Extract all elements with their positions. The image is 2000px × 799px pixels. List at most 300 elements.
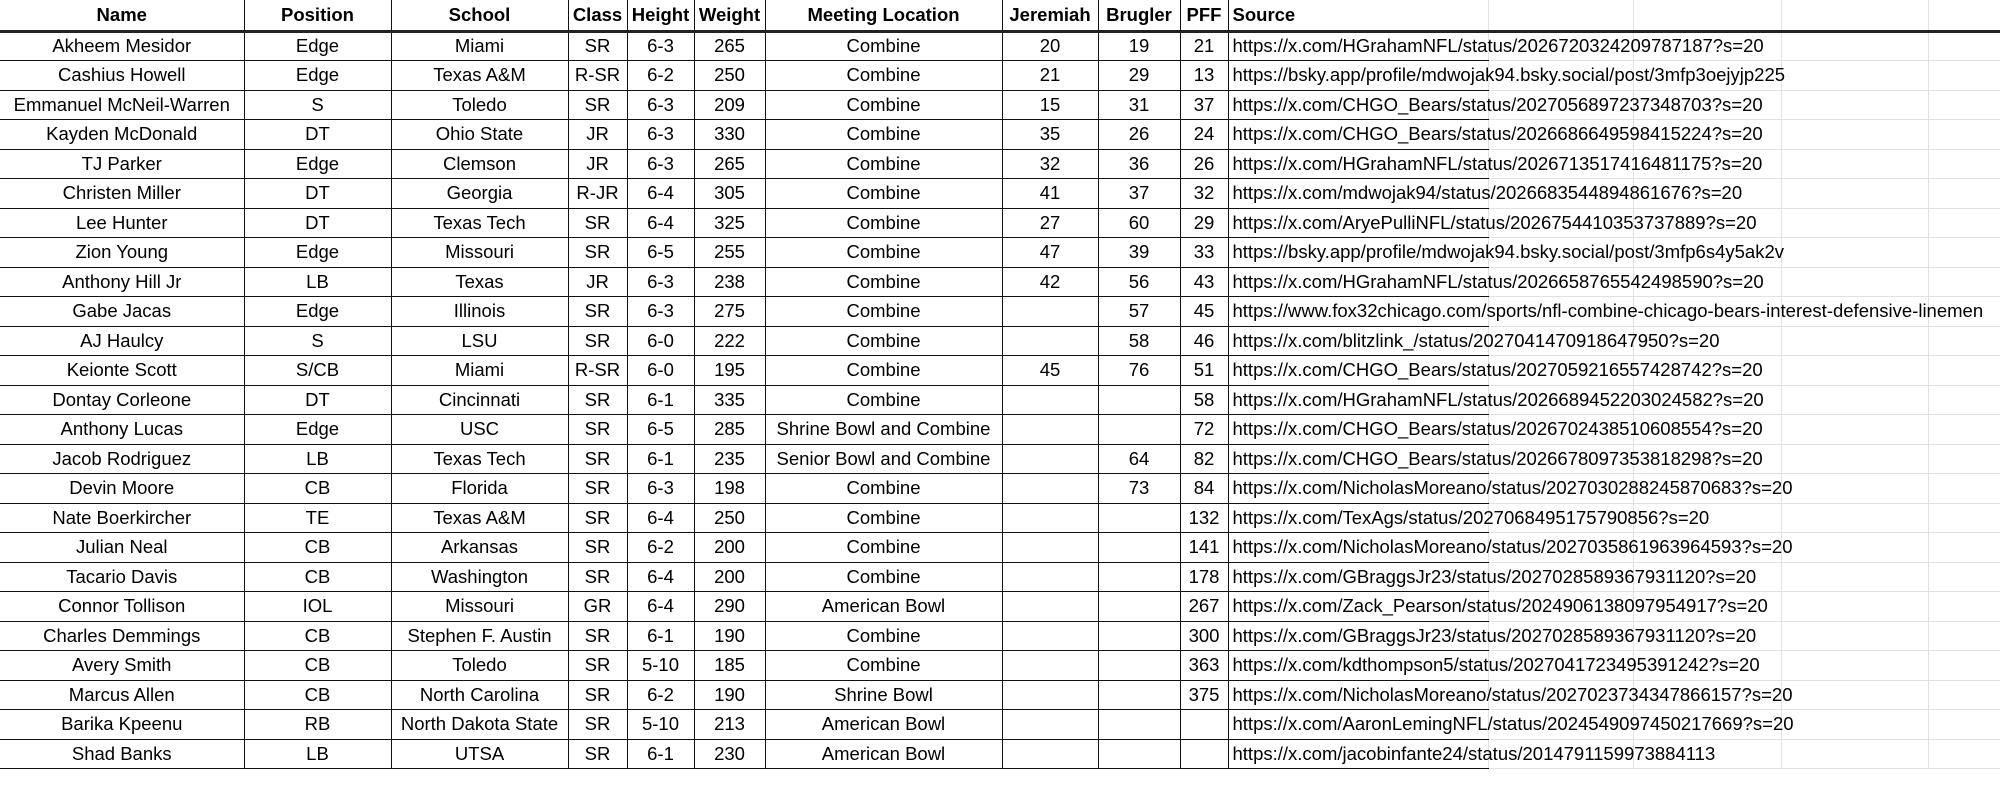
height-cell[interactable]: 6-3 [627, 149, 694, 179]
header-school[interactable]: School [391, 0, 568, 31]
name-cell[interactable]: Anthony Lucas [0, 415, 244, 445]
brugler-rank-cell[interactable]: 26 [1098, 120, 1180, 150]
height-cell[interactable]: 5-10 [627, 710, 694, 740]
position-cell[interactable]: Edge [244, 61, 391, 91]
name-cell[interactable]: TJ Parker [0, 149, 244, 179]
height-cell[interactable]: 6-3 [627, 90, 694, 120]
brugler-rank-cell[interactable]: 56 [1098, 267, 1180, 297]
name-cell[interactable]: Dontay Corleone [0, 385, 244, 415]
empty-cell[interactable] [1928, 503, 2000, 533]
name-cell[interactable]: Zion Young [0, 238, 244, 268]
meeting-location-cell[interactable]: Combine [765, 356, 1002, 386]
class-cell[interactable]: JR [568, 149, 627, 179]
weight-cell[interactable]: 250 [694, 503, 765, 533]
position-cell[interactable]: CB [244, 680, 391, 710]
empty-cell[interactable] [1928, 179, 2000, 209]
weight-cell[interactable]: 265 [694, 149, 765, 179]
brugler-rank-cell[interactable]: 29 [1098, 61, 1180, 91]
empty-cell[interactable] [1781, 120, 1928, 150]
meeting-location-cell[interactable]: Shrine Bowl and Combine [765, 415, 1002, 445]
name-cell[interactable]: Avery Smith [0, 651, 244, 681]
class-cell[interactable]: JR [568, 267, 627, 297]
pff-rank-cell[interactable]: 24 [1180, 120, 1228, 150]
class-cell[interactable]: SR [568, 326, 627, 356]
empty-cell[interactable] [1781, 385, 1928, 415]
weight-cell[interactable]: 238 [694, 267, 765, 297]
height-cell[interactable]: 6-4 [627, 562, 694, 592]
pff-rank-cell[interactable]: 58 [1180, 385, 1228, 415]
height-cell[interactable]: 6-3 [627, 474, 694, 504]
brugler-rank-cell[interactable] [1098, 562, 1180, 592]
empty-cell[interactable] [1928, 533, 2000, 563]
class-cell[interactable]: SR [568, 533, 627, 563]
empty-cell[interactable] [1928, 267, 2000, 297]
class-cell[interactable]: SR [568, 238, 627, 268]
name-cell[interactable]: Gabe Jacas [0, 297, 244, 327]
pff-rank-cell[interactable]: 43 [1180, 267, 1228, 297]
source-cell[interactable]: https://x.com/HGrahamNFL/status/2026689452203024582?s=20 [1228, 385, 1488, 415]
weight-cell[interactable]: 285 [694, 415, 765, 445]
position-cell[interactable]: CB [244, 474, 391, 504]
empty-cell[interactable] [1781, 415, 1928, 445]
height-cell[interactable]: 6-4 [627, 592, 694, 622]
weight-cell[interactable]: 200 [694, 533, 765, 563]
empty-cell[interactable] [1781, 621, 1928, 651]
source-cell[interactable]: https://x.com/HGrahamNFL/status/2026658765542498590?s=20 [1228, 267, 1488, 297]
name-cell[interactable]: Kayden McDonald [0, 120, 244, 150]
weight-cell[interactable]: 305 [694, 179, 765, 209]
pff-rank-cell[interactable]: 33 [1180, 238, 1228, 268]
class-cell[interactable]: SR [568, 710, 627, 740]
header-height[interactable]: Height [627, 0, 694, 31]
school-cell[interactable]: Toledo [391, 90, 568, 120]
meeting-location-cell[interactable]: Combine [765, 621, 1002, 651]
name-cell[interactable]: Charles Demmings [0, 621, 244, 651]
height-cell[interactable]: 6-1 [627, 444, 694, 474]
jeremiah-rank-cell[interactable]: 45 [1002, 356, 1098, 386]
meeting-location-cell[interactable]: American Bowl [765, 739, 1002, 769]
height-cell[interactable]: 6-5 [627, 238, 694, 268]
empty-cell[interactable] [1781, 651, 1928, 681]
empty-cell[interactable] [1928, 562, 2000, 592]
position-cell[interactable]: Edge [244, 149, 391, 179]
source-cell[interactable]: https://x.com/jacobinfante24/status/2014791159973884113 [1228, 739, 1488, 769]
class-cell[interactable]: JR [568, 120, 627, 150]
name-cell[interactable]: Shad Banks [0, 739, 244, 769]
jeremiah-rank-cell[interactable] [1002, 592, 1098, 622]
position-cell[interactable]: Edge [244, 31, 391, 61]
school-cell[interactable]: Texas [391, 267, 568, 297]
position-cell[interactable]: IOL [244, 592, 391, 622]
class-cell[interactable]: SR [568, 385, 627, 415]
brugler-rank-cell[interactable] [1098, 739, 1180, 769]
weight-cell[interactable]: 235 [694, 444, 765, 474]
empty-cell[interactable] [1928, 680, 2000, 710]
pff-rank-cell[interactable]: 300 [1180, 621, 1228, 651]
empty-cell[interactable] [1781, 238, 1928, 268]
position-cell[interactable]: Edge [244, 238, 391, 268]
meeting-location-cell[interactable]: Shrine Bowl [765, 680, 1002, 710]
school-cell[interactable]: Miami [391, 31, 568, 61]
empty-cell[interactable] [1928, 474, 2000, 504]
empty-cell[interactable] [1781, 61, 1928, 91]
empty-cell[interactable] [1928, 356, 2000, 386]
position-cell[interactable]: Edge [244, 415, 391, 445]
meeting-location-cell[interactable]: American Bowl [765, 710, 1002, 740]
jeremiah-rank-cell[interactable] [1002, 562, 1098, 592]
brugler-rank-cell[interactable] [1098, 710, 1180, 740]
empty-header-cell[interactable] [1488, 0, 1633, 31]
source-cell[interactable]: https://x.com/mdwojak94/status/2026683544894861676?s=20 [1228, 179, 1488, 209]
jeremiah-rank-cell[interactable] [1002, 415, 1098, 445]
class-cell[interactable]: SR [568, 503, 627, 533]
height-cell[interactable]: 6-3 [627, 267, 694, 297]
pff-rank-cell[interactable]: 21 [1180, 31, 1228, 61]
weight-cell[interactable]: 185 [694, 651, 765, 681]
jeremiah-rank-cell[interactable]: 20 [1002, 31, 1098, 61]
source-cell[interactable]: https://x.com/HGrahamNFL/status/2026713517416481175?s=20 [1228, 149, 1488, 179]
height-cell[interactable]: 6-2 [627, 533, 694, 563]
position-cell[interactable]: S [244, 90, 391, 120]
meeting-location-cell[interactable]: Combine [765, 238, 1002, 268]
name-cell[interactable]: Lee Hunter [0, 208, 244, 238]
empty-cell[interactable] [1928, 326, 2000, 356]
height-cell[interactable]: 6-5 [627, 415, 694, 445]
class-cell[interactable]: SR [568, 621, 627, 651]
empty-cell[interactable] [1781, 562, 1928, 592]
pff-rank-cell[interactable]: 45 [1180, 297, 1228, 327]
weight-cell[interactable]: 213 [694, 710, 765, 740]
empty-cell[interactable] [1781, 149, 1928, 179]
empty-cell[interactable] [1781, 592, 1928, 622]
brugler-rank-cell[interactable] [1098, 415, 1180, 445]
source-cell[interactable]: https://x.com/CHGO_Bears/status/2027056897237348703?s=20 [1228, 90, 1488, 120]
meeting-location-cell[interactable]: Combine [765, 297, 1002, 327]
position-cell[interactable]: DT [244, 120, 391, 150]
source-cell[interactable]: https://x.com/TexAgs/status/2027068495175790856?s=20 [1228, 503, 1488, 533]
meeting-location-cell[interactable]: Combine [765, 267, 1002, 297]
pff-rank-cell[interactable]: 267 [1180, 592, 1228, 622]
position-cell[interactable]: DT [244, 179, 391, 209]
height-cell[interactable]: 6-3 [627, 120, 694, 150]
height-cell[interactable]: 6-4 [627, 208, 694, 238]
brugler-rank-cell[interactable] [1098, 592, 1180, 622]
weight-cell[interactable]: 190 [694, 621, 765, 651]
weight-cell[interactable]: 198 [694, 474, 765, 504]
brugler-rank-cell[interactable]: 60 [1098, 208, 1180, 238]
pff-rank-cell[interactable]: 13 [1180, 61, 1228, 91]
position-cell[interactable]: LB [244, 739, 391, 769]
class-cell[interactable]: SR [568, 90, 627, 120]
pff-rank-cell[interactable]: 29 [1180, 208, 1228, 238]
brugler-rank-cell[interactable] [1098, 621, 1180, 651]
empty-cell[interactable] [1928, 120, 2000, 150]
header-name[interactable]: Name [0, 0, 244, 31]
name-cell[interactable]: Barika Kpeenu [0, 710, 244, 740]
empty-cell[interactable] [1781, 31, 1928, 61]
jeremiah-rank-cell[interactable] [1002, 385, 1098, 415]
position-cell[interactable]: CB [244, 621, 391, 651]
pff-rank-cell[interactable]: 51 [1180, 356, 1228, 386]
height-cell[interactable]: 6-3 [627, 31, 694, 61]
jeremiah-rank-cell[interactable] [1002, 651, 1098, 681]
jeremiah-rank-cell[interactable] [1002, 503, 1098, 533]
brugler-rank-cell[interactable] [1098, 533, 1180, 563]
height-cell[interactable]: 6-2 [627, 680, 694, 710]
name-cell[interactable]: Connor Tollison [0, 592, 244, 622]
meeting-location-cell[interactable]: Combine [765, 533, 1002, 563]
empty-cell[interactable] [1928, 90, 2000, 120]
name-cell[interactable]: Devin Moore [0, 474, 244, 504]
jeremiah-rank-cell[interactable]: 15 [1002, 90, 1098, 120]
header-weight[interactable]: Weight [694, 0, 765, 31]
height-cell[interactable]: 6-4 [627, 503, 694, 533]
name-cell[interactable]: AJ Haulcy [0, 326, 244, 356]
pff-rank-cell[interactable]: 132 [1180, 503, 1228, 533]
empty-cell[interactable] [1928, 710, 2000, 740]
meeting-location-cell[interactable]: Combine [765, 120, 1002, 150]
school-cell[interactable]: Clemson [391, 149, 568, 179]
position-cell[interactable]: DT [244, 385, 391, 415]
brugler-rank-cell[interactable] [1098, 680, 1180, 710]
pff-rank-cell[interactable]: 32 [1180, 179, 1228, 209]
weight-cell[interactable]: 325 [694, 208, 765, 238]
empty-cell[interactable] [1928, 592, 2000, 622]
meeting-location-cell[interactable]: Combine [765, 179, 1002, 209]
empty-cell[interactable] [1928, 61, 2000, 91]
jeremiah-rank-cell[interactable]: 32 [1002, 149, 1098, 179]
school-cell[interactable]: Ohio State [391, 120, 568, 150]
position-cell[interactable]: CB [244, 651, 391, 681]
pff-rank-cell[interactable] [1180, 710, 1228, 740]
source-cell[interactable]: https://bsky.app/profile/mdwojak94.bsky.social/post/3mfp3oejyjp225 [1228, 61, 1488, 91]
name-cell[interactable]: Julian Neal [0, 533, 244, 563]
source-cell[interactable]: https://x.com/NicholasMoreano/status/2027035861963964593?s=20 [1228, 533, 1488, 563]
empty-cell[interactable] [1781, 503, 1928, 533]
jeremiah-rank-cell[interactable] [1002, 444, 1098, 474]
position-cell[interactable]: RB [244, 710, 391, 740]
brugler-rank-cell[interactable]: 36 [1098, 149, 1180, 179]
meeting-location-cell[interactable]: Combine [765, 208, 1002, 238]
header-position[interactable]: Position [244, 0, 391, 31]
empty-cell[interactable] [1781, 179, 1928, 209]
empty-cell[interactable] [1928, 444, 2000, 474]
meeting-location-cell[interactable]: Combine [765, 474, 1002, 504]
height-cell[interactable]: 6-0 [627, 356, 694, 386]
brugler-rank-cell[interactable]: 31 [1098, 90, 1180, 120]
jeremiah-rank-cell[interactable] [1002, 474, 1098, 504]
source-cell[interactable]: https://x.com/CHGO_Bears/status/2027059216557428742?s=20 [1228, 356, 1488, 386]
header-pff[interactable]: PFF [1180, 0, 1228, 31]
school-cell[interactable]: Texas Tech [391, 208, 568, 238]
weight-cell[interactable]: 190 [694, 680, 765, 710]
class-cell[interactable]: SR [568, 651, 627, 681]
header-brugler[interactable]: Brugler [1098, 0, 1180, 31]
name-cell[interactable]: Tacario Davis [0, 562, 244, 592]
school-cell[interactable]: Toledo [391, 651, 568, 681]
source-cell[interactable]: https://x.com/CHGO_Bears/status/2026702438510608554?s=20 [1228, 415, 1488, 445]
brugler-rank-cell[interactable]: 19 [1098, 31, 1180, 61]
jeremiah-rank-cell[interactable] [1002, 739, 1098, 769]
name-cell[interactable]: Anthony Hill Jr [0, 267, 244, 297]
jeremiah-rank-cell[interactable] [1002, 533, 1098, 563]
position-cell[interactable]: LB [244, 267, 391, 297]
meeting-location-cell[interactable]: Combine [765, 326, 1002, 356]
school-cell[interactable]: Texas A&M [391, 61, 568, 91]
jeremiah-rank-cell[interactable]: 41 [1002, 179, 1098, 209]
school-cell[interactable]: North Dakota State [391, 710, 568, 740]
meeting-location-cell[interactable]: Combine [765, 31, 1002, 61]
pff-rank-cell[interactable]: 363 [1180, 651, 1228, 681]
brugler-rank-cell[interactable]: 57 [1098, 297, 1180, 327]
header-meeting-location[interactable]: Meeting Location [765, 0, 1002, 31]
school-cell[interactable]: Florida [391, 474, 568, 504]
jeremiah-rank-cell[interactable] [1002, 680, 1098, 710]
meeting-location-cell[interactable]: Combine [765, 90, 1002, 120]
source-cell[interactable]: https://www.fox32chicago.com/sports/nfl-combine-chicago-bears-interest-defensive-linemen [1228, 297, 1488, 327]
class-cell[interactable]: SR [568, 680, 627, 710]
pff-rank-cell[interactable]: 37 [1180, 90, 1228, 120]
weight-cell[interactable]: 275 [694, 297, 765, 327]
school-cell[interactable]: UTSA [391, 739, 568, 769]
empty-cell[interactable] [1928, 385, 2000, 415]
empty-cell[interactable] [1781, 739, 1928, 769]
source-cell[interactable]: https://x.com/AryePulliNFL/status/2026754410353737889?s=20 [1228, 208, 1488, 238]
class-cell[interactable]: SR [568, 444, 627, 474]
weight-cell[interactable]: 250 [694, 61, 765, 91]
empty-cell[interactable] [1781, 208, 1928, 238]
height-cell[interactable]: 6-0 [627, 326, 694, 356]
pff-rank-cell[interactable]: 375 [1180, 680, 1228, 710]
height-cell[interactable]: 6-4 [627, 179, 694, 209]
name-cell[interactable]: Cashius Howell [0, 61, 244, 91]
position-cell[interactable]: LB [244, 444, 391, 474]
weight-cell[interactable]: 195 [694, 356, 765, 386]
school-cell[interactable]: North Carolina [391, 680, 568, 710]
school-cell[interactable]: Miami [391, 356, 568, 386]
meeting-location-cell[interactable]: Combine [765, 562, 1002, 592]
jeremiah-rank-cell[interactable] [1002, 326, 1098, 356]
height-cell[interactable]: 6-1 [627, 739, 694, 769]
pff-rank-cell[interactable]: 46 [1180, 326, 1228, 356]
brugler-rank-cell[interactable]: 73 [1098, 474, 1180, 504]
source-cell[interactable]: https://x.com/Zack_Pearson/status/2024906138097954917?s=20 [1228, 592, 1488, 622]
meeting-location-cell[interactable]: American Bowl [765, 592, 1002, 622]
meeting-location-cell[interactable]: Combine [765, 149, 1002, 179]
school-cell[interactable]: Illinois [391, 297, 568, 327]
empty-cell[interactable] [1781, 680, 1928, 710]
brugler-rank-cell[interactable]: 37 [1098, 179, 1180, 209]
meeting-location-cell[interactable]: Combine [765, 61, 1002, 91]
source-cell[interactable]: https://x.com/GBraggsJr23/status/2027028589367931120?s=20 [1228, 621, 1488, 651]
class-cell[interactable]: SR [568, 297, 627, 327]
name-cell[interactable]: Christen Miller [0, 179, 244, 209]
empty-header-cell[interactable] [1633, 0, 1781, 31]
height-cell[interactable]: 5-10 [627, 651, 694, 681]
empty-cell[interactable] [1781, 356, 1928, 386]
class-cell[interactable]: R-SR [568, 356, 627, 386]
empty-cell[interactable] [1781, 326, 1928, 356]
class-cell[interactable]: SR [568, 208, 627, 238]
height-cell[interactable]: 6-3 [627, 297, 694, 327]
source-cell[interactable]: https://x.com/NicholasMoreano/status/2027030288245870683?s=20 [1228, 474, 1488, 504]
pff-rank-cell[interactable]: 82 [1180, 444, 1228, 474]
jeremiah-rank-cell[interactable] [1002, 710, 1098, 740]
class-cell[interactable]: SR [568, 415, 627, 445]
empty-header-cell[interactable] [1781, 0, 1928, 31]
school-cell[interactable]: Texas A&M [391, 503, 568, 533]
position-cell[interactable]: TE [244, 503, 391, 533]
source-cell[interactable]: https://x.com/kdthompson5/status/2027041723495391242?s=20 [1228, 651, 1488, 681]
jeremiah-rank-cell[interactable]: 42 [1002, 267, 1098, 297]
brugler-rank-cell[interactable]: 58 [1098, 326, 1180, 356]
school-cell[interactable]: Texas Tech [391, 444, 568, 474]
weight-cell[interactable]: 200 [694, 562, 765, 592]
source-cell[interactable]: https://bsky.app/profile/mdwojak94.bsky.social/post/3mfp6s4y5ak2v [1228, 238, 1488, 268]
meeting-location-cell[interactable]: Combine [765, 651, 1002, 681]
position-cell[interactable]: CB [244, 562, 391, 592]
header-jeremiah[interactable]: Jeremiah [1002, 0, 1098, 31]
jeremiah-rank-cell[interactable]: 27 [1002, 208, 1098, 238]
name-cell[interactable]: Akheem Mesidor [0, 31, 244, 61]
weight-cell[interactable]: 222 [694, 326, 765, 356]
position-cell[interactable]: CB [244, 533, 391, 563]
weight-cell[interactable]: 265 [694, 31, 765, 61]
class-cell[interactable]: GR [568, 592, 627, 622]
brugler-rank-cell[interactable] [1098, 503, 1180, 533]
empty-cell[interactable] [1781, 710, 1928, 740]
source-cell[interactable]: https://x.com/NicholasMoreano/status/2027023734347866157?s=20 [1228, 680, 1488, 710]
pff-rank-cell[interactable]: 178 [1180, 562, 1228, 592]
jeremiah-rank-cell[interactable]: 21 [1002, 61, 1098, 91]
brugler-rank-cell[interactable] [1098, 651, 1180, 681]
pff-rank-cell[interactable]: 84 [1180, 474, 1228, 504]
source-cell[interactable]: https://x.com/GBraggsJr23/status/2027028589367931120?s=20 [1228, 562, 1488, 592]
name-cell[interactable]: Jacob Rodriguez [0, 444, 244, 474]
empty-cell[interactable] [1928, 238, 2000, 268]
jeremiah-rank-cell[interactable] [1002, 297, 1098, 327]
empty-cell[interactable] [1781, 533, 1928, 563]
pff-rank-cell[interactable]: 72 [1180, 415, 1228, 445]
name-cell[interactable]: Emmanuel McNeil-Warren [0, 90, 244, 120]
class-cell[interactable]: SR [568, 562, 627, 592]
school-cell[interactable]: Missouri [391, 238, 568, 268]
brugler-rank-cell[interactable]: 64 [1098, 444, 1180, 474]
school-cell[interactable]: Arkansas [391, 533, 568, 563]
weight-cell[interactable]: 230 [694, 739, 765, 769]
source-cell[interactable]: https://x.com/blitzlink_/status/2027041470918647950?s=20 [1228, 326, 1488, 356]
source-cell[interactable]: https://x.com/CHGO_Bears/status/2026678097353818298?s=20 [1228, 444, 1488, 474]
header-class[interactable]: Class [568, 0, 627, 31]
header-source[interactable]: Source [1228, 0, 1488, 31]
pff-rank-cell[interactable]: 26 [1180, 149, 1228, 179]
height-cell[interactable]: 6-1 [627, 621, 694, 651]
school-cell[interactable]: LSU [391, 326, 568, 356]
weight-cell[interactable]: 255 [694, 238, 765, 268]
height-cell[interactable]: 6-1 [627, 385, 694, 415]
weight-cell[interactable]: 330 [694, 120, 765, 150]
class-cell[interactable]: SR [568, 739, 627, 769]
meeting-location-cell[interactable]: Senior Bowl and Combine [765, 444, 1002, 474]
brugler-rank-cell[interactable]: 39 [1098, 238, 1180, 268]
empty-cell[interactable] [1928, 651, 2000, 681]
empty-cell[interactable] [1781, 267, 1928, 297]
empty-cell[interactable] [1781, 90, 1928, 120]
source-cell[interactable]: https://x.com/CHGO_Bears/status/2026686649598415224?s=20 [1228, 120, 1488, 150]
empty-cell[interactable] [1928, 149, 2000, 179]
school-cell[interactable]: Georgia [391, 179, 568, 209]
source-cell[interactable]: https://x.com/HGrahamNFL/status/2026720324209787187?s=20 [1228, 31, 1488, 61]
